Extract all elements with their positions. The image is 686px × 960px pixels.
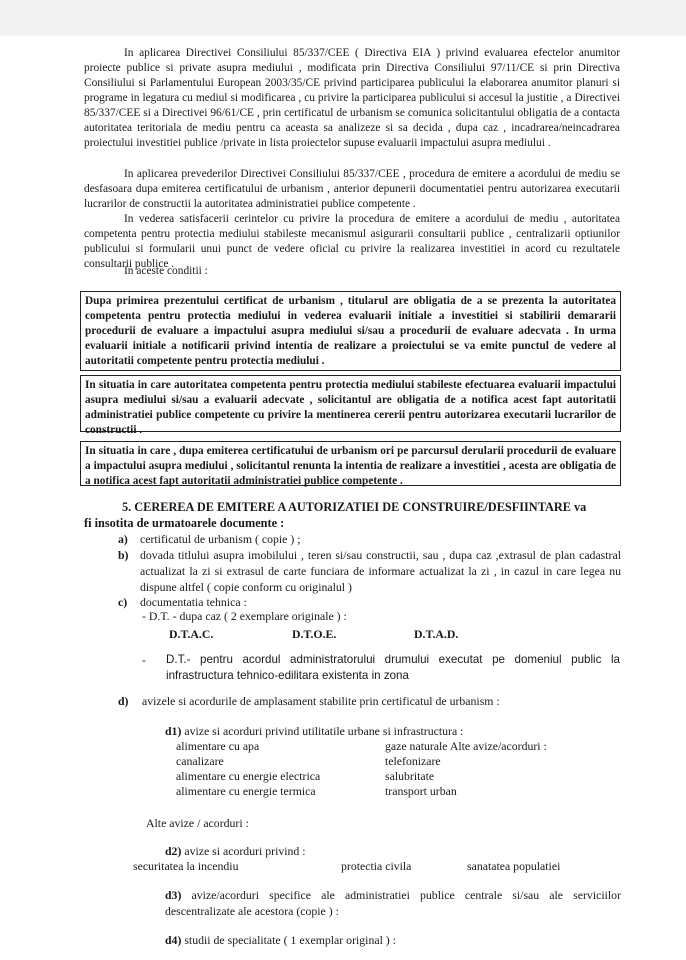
d2-text: avize si acorduri privind : bbox=[184, 844, 306, 858]
item-c-dt-line: - D.T. - dupa caz ( 2 exemplare originale ) : bbox=[142, 609, 347, 623]
d4-label: d4) bbox=[165, 933, 182, 947]
section-5-title-line1: 5. CEREREA DE EMITERE A AUTORIZATIEI DE CONSTRUIRE/DESFIINTARE va bbox=[122, 500, 587, 514]
item-c-dtad: D.T.A.D. bbox=[414, 627, 459, 641]
d1-right-item: salubritate bbox=[385, 769, 435, 783]
d3-label: d3) bbox=[165, 888, 182, 902]
item-c-dash: - bbox=[142, 653, 146, 667]
item-a-text: certificatul de urbanism ( copie ) ; bbox=[140, 532, 301, 546]
d1-left-item: canalizare bbox=[176, 754, 224, 768]
item-a-letter: a) bbox=[118, 532, 128, 546]
item-c-text: documentatia tehnica : bbox=[140, 595, 247, 609]
d1-heading bbox=[165, 723, 463, 739]
notice-box-environment-obligation: Dupa primirea prezentului certificat de urbanism , titularul are obligatia de a se prezenta la autoritatea competenta pentru protectia mediului in vederea evaluarii initiale a investitiei si stabilirii demararii procedurii de evaluare a impactului asupra mediului si/sau a procedurii de evaluare adecvata . In urma evaluarii initiale a notificarii privind intentia de realizare a proiectului se va emite punctul de vedere al autoritatii competente pentru protectia mediului . bbox=[80, 291, 621, 371]
d1-left-item: alimentare cu energie termica bbox=[176, 784, 316, 798]
item-b-text: dovada titlului asupra imobilului , teren si/sau constructii, sau , dupa caz ,extrasul de plan cadastral actualizat la zi si extrasul de carte funciara de informare actualizat la zi , in cazul in care legea nu dispune altfel ( copie conform cu originalul ) bbox=[140, 548, 621, 594]
d3-text: avize/acorduri specifice ale administratiei publice centrale si/sau ale serviciilor descentralizate ale acestora (copie ) : bbox=[165, 888, 621, 918]
notice-box-renunciation: In situatia in care , dupa emiterea certificatului de urbanism ori pe parcursul derularii procedurii de evaluare a impactului asupra mediului , solicitantul renunta la intentia de realizare a investitiei , acesta are obligatia de a notifica acest fapt autoritatii administratiei publice competente . bbox=[80, 441, 621, 486]
d4-text: studii de specialitate ( 1 exemplar original ) : bbox=[184, 933, 396, 947]
notice-box-impact-evaluation: In situatia in care autoritatea competenta pentru protectia mediului stabileste efectuarea evaluarii impactului asupra mediului si/sau a evaluarii adecvate , solicitantul are obligatia de a notifica acest fapt autoritatii administratiei publice competente cu privire la mentinerea cererii pentru autorizarea executarii lucrarilor de constructii . bbox=[80, 375, 621, 432]
d4-heading bbox=[165, 932, 396, 948]
other-approvals-label: Alte avize / acorduri : bbox=[146, 816, 249, 830]
item-b-letter: b) bbox=[118, 548, 129, 562]
item-c-letter: c) bbox=[118, 595, 128, 609]
item-c-dtoe: D.T.O.E. bbox=[292, 627, 337, 641]
d1-label: d1) bbox=[165, 724, 182, 738]
intro-paragraph-procedure: In aplicarea prevederilor Directivei Consiliului 85/337/CEE , procedura de emitere a acordului de mediu se desfasoara dupa emiterea certificatului de urbanism , anterior depunerii documentatiei pentru autorizarea executarii lucrarilor de constructii la autoritatea administratiei publice competente . bbox=[84, 168, 620, 210]
d2-heading bbox=[165, 843, 306, 859]
d2-item: protectia civila bbox=[341, 859, 412, 873]
item-d-letter: d) bbox=[118, 694, 129, 708]
item-c-dt-road: D.T.- pentru acordul administratorului drumului executat pe domeniul public la infrastructura tehnico-edilitara existenta in zona bbox=[166, 653, 620, 682]
d1-right-item: gaze naturale Alte avize/acorduri : bbox=[385, 739, 547, 753]
d1-text: avize si acorduri privind utilitatile urbane si infrastructura : bbox=[184, 724, 464, 738]
d3-block bbox=[165, 887, 621, 919]
page-top-margin bbox=[0, 0, 686, 36]
section-5-title bbox=[84, 499, 629, 531]
d1-right-item: transport urban bbox=[385, 784, 457, 798]
d2-item: securitatea la incendiu bbox=[133, 859, 239, 873]
d2-label: d2) bbox=[165, 844, 182, 858]
d2-item: sanatatea populatiei bbox=[467, 859, 561, 873]
item-d-text: avizele si acordurile de amplasament stabilite prin certificatul de urbanism : bbox=[142, 694, 500, 708]
d1-left-item: alimentare cu apa bbox=[176, 739, 260, 753]
section-5-title-line2: fi insotita de urmatoarele documente : bbox=[84, 516, 285, 530]
item-c-dtac: D.T.A.C. bbox=[169, 627, 214, 641]
d1-right-item: telefonizare bbox=[385, 754, 441, 768]
intro-paragraph-eia-directive: In aplicarea Directivei Consiliului 85/337/CEE ( Directiva EIA ) privind evaluarea efectelor anumitor proiecte publice si private asupra mediului , modificata prin Directiva Consiliului 97/11/CE si prin Directiva Consiliului si Parlamentului European 2003/35/CE privind participarea publicului la elaborarea anumitor planuri si programe in legatura cu mediul si modificarea , cu privire la participarea publicului si accesul la justitie , a Directivei 85/337/CEE si a Directivei 96/61/CE , prin certificatul de urbanism se comunica solicitantului obligatia de a contacta autoritatea teritoriala de mediu pentru ca aceasta sa analizeze si sa decida , dupa caz , incadrarea/neincadrarea proiectului investitiei publice /private in lista proiectelor supuse evaluarii impactului asupra mediului . bbox=[84, 47, 620, 149]
intro-conditions-label: In aceste conditii : bbox=[124, 265, 208, 277]
d1-left-item: alimentare cu energie electrica bbox=[176, 769, 321, 783]
intro-paragraph-public-consultation: In vederea satisfacerii cerintelor cu privire la procedura de emitere a acordului de mediu , autoritatea competenta pentru protectia mediului stabileste mecanismul asigurarii consultarii publice , centralizarii optiunilor publicului si formularii unui punct de vedere oficial cu privire la realizarea investitiei in acord cu rezultatele consultarii publice . bbox=[84, 213, 620, 270]
